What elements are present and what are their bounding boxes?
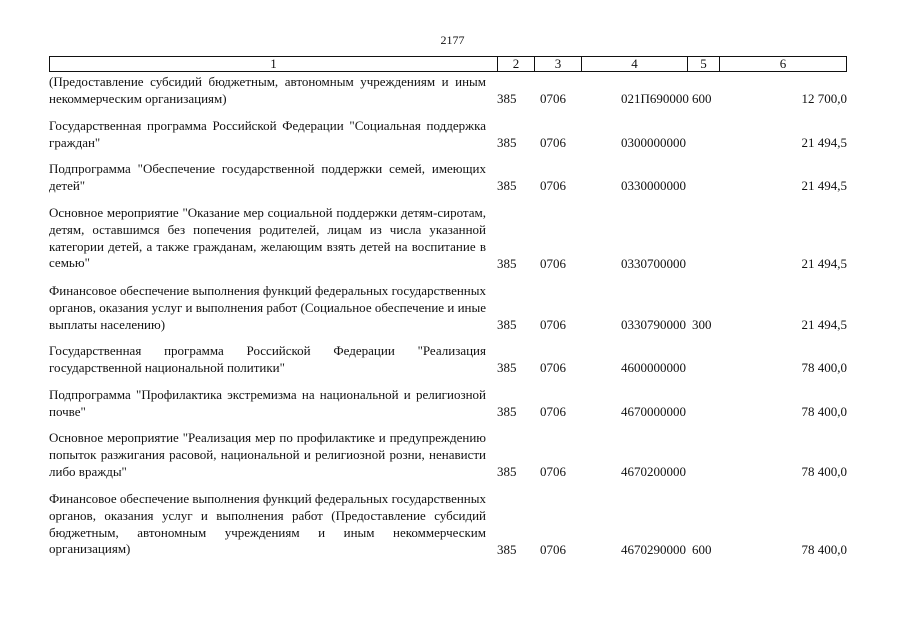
row-col4: 4600000000: [621, 360, 686, 375]
row-col5: 600: [692, 542, 712, 557]
row-col3: 0706: [540, 256, 566, 271]
header-cell-5: 5: [687, 57, 719, 71]
table-row: [49, 118, 847, 152]
row-col6: 21 494,5: [801, 178, 847, 193]
row-col4: 4670290000: [621, 542, 686, 557]
row-col2: 385: [497, 464, 517, 479]
row-col4: 0330700000: [621, 256, 686, 271]
row-description: Подпрограмма "Профилактика экстремизма на национальной и религиозной почве": [49, 387, 486, 419]
table-row: [49, 387, 847, 421]
row-col2: 385: [497, 360, 517, 375]
row-col3: 0706: [540, 135, 566, 150]
row-col3: 0706: [540, 178, 566, 193]
row-description: (Предоставление субсидий бюджетным, автономным учреждениям и иным некоммерческим организациям): [49, 74, 486, 106]
row-description: Основное мероприятие "Реализация мер по профилактике и предупреждению попыток разжигания расовой, национальной и религиозной розни, ненависти либо вражды": [49, 430, 486, 479]
row-col4: 021П690000: [621, 91, 689, 106]
row-description: Основное мероприятие "Оказание мер социальной поддержки детям-сиротам, детям, оставшимся без попечения родителей, лицам из числа указанной категории детей, а также гражданам, желающим взять детей на воспитание в семью": [49, 205, 486, 271]
table-row: [49, 430, 847, 481]
row-col4: 0330000000: [621, 178, 686, 193]
row-col3: 0706: [540, 91, 566, 106]
row-col3: 0706: [540, 360, 566, 375]
page-number: 2177: [440, 33, 465, 47]
row-col3: 0706: [540, 542, 566, 557]
header-cell-1: 1: [270, 56, 277, 71]
table-header: [49, 56, 847, 72]
row-col6: 78 400,0: [801, 404, 847, 419]
row-col3: 0706: [540, 317, 566, 332]
row-col6: 78 400,0: [801, 464, 847, 479]
row-col4: 0330790000: [621, 317, 686, 332]
table-row: [49, 205, 847, 273]
row-col2: 385: [497, 256, 517, 271]
table-row: [49, 161, 847, 195]
header-cell-3: 3: [534, 57, 581, 71]
row-col2: 385: [497, 135, 517, 150]
row-description: Государственная программа Российской Федерации "Реализация государственной национальной политики": [49, 343, 486, 375]
row-description: Государственная программа Российской Федерации "Социальная поддержка граждан": [49, 118, 486, 150]
table-row: [49, 343, 847, 377]
row-col2: 385: [497, 91, 517, 106]
row-col6: 21 494,5: [801, 135, 847, 150]
row-col2: 385: [497, 178, 517, 193]
row-col6: 21 494,5: [801, 256, 847, 271]
row-col5: 300: [692, 317, 712, 332]
row-col6: 78 400,0: [801, 360, 847, 375]
table-row: [49, 74, 847, 108]
row-col6: 12 700,0: [801, 91, 847, 106]
row-description: Финансовое обеспечение выполнения функций федеральных государственных органов, оказания услуг и выполнения работ (Предоставление субсидий бюджетным, автономным учреждениям и иным некоммерческим организациям): [49, 491, 486, 557]
row-col2: 385: [497, 317, 517, 332]
table-row: [49, 283, 847, 334]
row-description: Финансовое обеспечение выполнения функций федеральных государственных органов, оказания услуг и выполнения работ (Социальное обеспечение и иные выплаты населению): [49, 283, 486, 332]
row-col4: 4670000000: [621, 404, 686, 419]
row-col2: 385: [497, 404, 517, 419]
row-col5: 600: [692, 91, 712, 106]
header-cell-6: 6: [719, 57, 846, 71]
row-col4: 4670200000: [621, 464, 686, 479]
row-col6: 78 400,0: [801, 542, 847, 557]
header-cell-2: 2: [497, 57, 534, 71]
row-description: Подпрограмма "Обеспечение государственной поддержки семей, имеющих детей": [49, 161, 486, 193]
row-col3: 0706: [540, 464, 566, 479]
row-col4: 0300000000: [621, 135, 686, 150]
header-cell-4: 4: [581, 57, 687, 71]
table-row: [49, 491, 847, 559]
row-col2: 385: [497, 542, 517, 557]
row-col3: 0706: [540, 404, 566, 419]
row-col6: 21 494,5: [801, 317, 847, 332]
